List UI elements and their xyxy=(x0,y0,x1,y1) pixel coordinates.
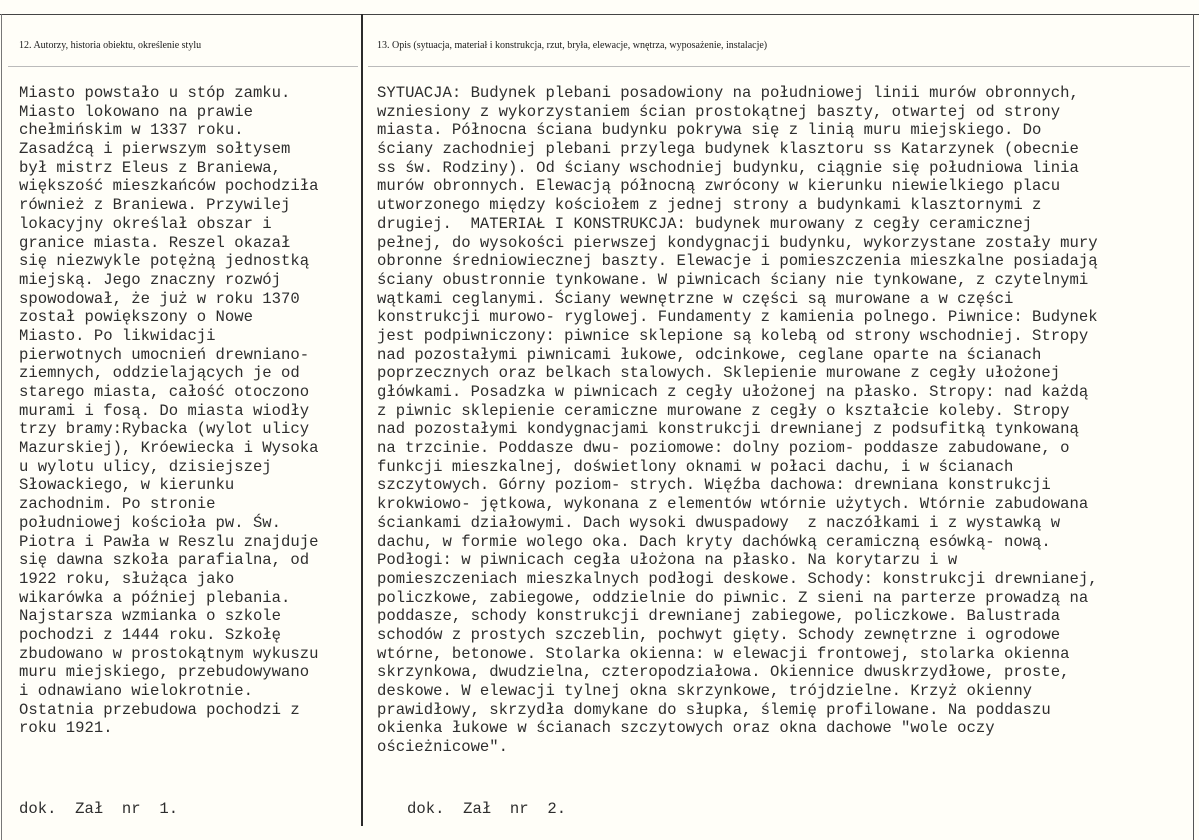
text-line: starego miasta, całość otoczono xyxy=(19,383,310,401)
left-header-rule xyxy=(8,66,358,67)
text-line: południowej kościoła pw. Św. xyxy=(19,513,282,532)
text-line: wikarówka a później plebania. xyxy=(19,588,291,607)
text-line: funkcji mieszkalnej, doświetlony oknami w połaci dachu, i w ścianach xyxy=(377,457,1014,476)
text-line: pełnej, do wysokości pierwszej kondygnacji budynku, wykorzystane zostały mury xyxy=(377,233,1098,252)
text-line: z piwnic sklepienie ceramiczne murowane z cegły o kształcie koleby. Stropy xyxy=(377,401,1070,420)
text-line: również z Braniewa. Przywilej xyxy=(19,196,291,215)
text-line: granice miasta. Reszel okazał xyxy=(19,233,291,252)
text-line: lokacyjny określał obszar i xyxy=(19,214,272,233)
text-line: miasta. Północna ściana budynku pokrywa się z linią muru miejskiego. Do xyxy=(377,121,1042,140)
text-line: ościeżnicowe". xyxy=(377,738,509,757)
text-line: schodów z prostych szczeblin, pochwyt gięty. Schody zewnętrzne i ogrodowe xyxy=(377,625,1061,644)
text-line: szczytowych. Górny poziom- strych. Więźba dachowa: drewniana konstrukcji xyxy=(377,476,1051,495)
text-line: zbudowano w prostokątnym wykuszu xyxy=(19,644,319,663)
text-line: chełmińskim w 1337 roku. xyxy=(19,121,244,140)
text-line: SYTUACJA: Budynek plebani posadowiony na południowej linii murów obronnych, xyxy=(377,84,1079,102)
attachment-1-reference: dok. Zał nr 1. xyxy=(19,800,179,818)
text-line: Słowackiego, w kierunku xyxy=(19,476,235,495)
text-line: obronne średniowiecznej baszty. Elewacje i pomieszczenia mieszkalne posiadają xyxy=(377,252,1098,271)
right-header-rule xyxy=(368,66,1190,67)
section-13-header: 13. Opis (sytuacja, materiał i konstrukcja, rzut, bryła, elewacje, wnętrza, wyposażenie, instalacje) xyxy=(377,40,768,51)
text-line: okienka łukowe w ścianach szczytowych oraz okna dachowe "wole oczy xyxy=(377,719,995,738)
text-line: nad pozostałymi kondygnacjami konstrukcji drewnianej z podsufitką tynkowaną xyxy=(377,420,1079,439)
text-line: konstrukcji murowo- ryglowej. Fundamenty z kamienia polnego. Piwnice: Budynek xyxy=(377,308,1098,327)
text-line: muru miejskiego, przebudowywano xyxy=(19,663,310,682)
text-line: trzy bramy:Rybacka (wylot ulicy xyxy=(19,420,310,439)
text-line: zachodnim. Po stronie xyxy=(19,495,216,514)
text-line: główkami. Posadzka w piwnicach z cegły ułożonej na płasko. Stropy: nad każdą xyxy=(377,383,1089,401)
text-line: policzkowe, zabiegowe, oddzielnie do piwnic. Z sieni na parterze prowadzą na xyxy=(377,588,1089,607)
text-line: skrzynkowa, dwudzielna, czteropodziałowa. Okiennice dwuskrzydłowe, proste, xyxy=(377,663,1070,682)
text-line: drugiej. MATERIAŁ I KONSTRUKCJA: budynek murowany z cegły ceramicznej xyxy=(377,214,1033,233)
text-line: ściany obustronnie tynkowane. W piwnicach ściany nie tynkowane, z czytelnymi xyxy=(377,270,1089,289)
text-line: Miasto lokowano na prawie xyxy=(19,102,253,121)
text-line: pierwotnych umocnień drewniano- xyxy=(19,345,310,364)
text-line: deskowe. W elewacji tylnej okna skrzynkowe, trójdzielne. Krzyż okienny xyxy=(377,682,1033,700)
text-line: prawidłowy, skrzydła domykane do słupka, ślemię profilowane. Na poddaszu xyxy=(377,700,1051,719)
text-line: na trzcinie. Poddasze dwu- poziomowe: dolny poziom- poddasze zabudowane, o xyxy=(377,439,1070,458)
text-line: utworzonego między kościołem z jednej strony a budynkami klasztornymi z xyxy=(377,196,1042,215)
text-line: pomieszczeniach mieszkalnych podłogi deskowe. Schody: konstrukcji drewnianej, xyxy=(377,569,1098,588)
text-line: wątkami ceglanymi. Ściany wewnętrzne w części są murowane a w części xyxy=(377,289,1014,308)
text-line: wtórne, betonowe. Stolarka okienna: w elewacji frontowej, stolarka okienna xyxy=(377,644,1070,663)
text-line: miejską. Jego znaczny rozwój xyxy=(19,270,282,289)
right-edge-line xyxy=(1193,14,1194,840)
text-line: krokwiowo- jętkowa, wykonana z elementów wtórnie użytych. Wtórnie zabudowana xyxy=(377,495,1089,514)
text-line: większość mieszkańców pochodziła xyxy=(19,177,319,196)
text-line: Miasto. Po likwidacji xyxy=(19,326,216,345)
text-line: się niezwykle potężną jednostką xyxy=(19,252,310,271)
text-line: został powiększony o Nowe xyxy=(19,308,253,327)
text-line: dachu, w formie wolego oka. Dach kryty dachówką ceramiczną esówką- nową. xyxy=(377,532,1051,551)
text-line: i odnawiano wielokrotnie. xyxy=(19,682,253,700)
text-line: Podłogi: w piwnicach cegła ułożona na płasko. Na korytarzu i w xyxy=(377,551,958,570)
text-line: Zasadźcą i pierwszym sołtysem xyxy=(19,140,291,159)
text-line: ss św. Rodziny). Od ściany wschodniej budynku, ciągnie się południowa linia xyxy=(377,158,1079,177)
section-12-header: 12. Autorzy, historia obiektu, określenie stylu xyxy=(19,40,202,51)
history-text-block xyxy=(19,84,318,738)
text-line: roku 1921. xyxy=(19,719,113,738)
text-line: 1922 roku, służąca jako xyxy=(19,569,235,588)
text-line: się dawna szkoła parafialna, od xyxy=(19,551,310,570)
text-line: murami i fosą. Do miasta wiodły xyxy=(19,401,310,420)
text-line: Najstarsza wzmianka o szkole xyxy=(19,607,282,626)
text-line: poprzecznych oraz belkach stalowych. Sklepienie murowane z cegły ułożonej xyxy=(377,364,1061,383)
text-line: pochodzi z 1444 roku. Szkołę xyxy=(19,625,282,644)
description-text-block xyxy=(377,84,1098,757)
text-line: wzniesiony z wykorzystaniem ścian prostokątnej baszty, otwartej od strony xyxy=(377,102,1061,121)
text-line: u wylotu ulicy, dzisiejszej xyxy=(19,457,272,476)
text-line: poddasze, schody konstrukcji drewnianej zabiegowe, policzkowe. Balustrada xyxy=(377,607,1061,626)
text-line: ziemnych, oddzielających je od xyxy=(19,364,300,383)
column-divider xyxy=(361,14,363,826)
attachment-2-reference: dok. Zał nr 2. xyxy=(407,800,567,818)
left-edge-line xyxy=(1,14,2,840)
text-line: Mazurskiej), Króewiecka i Wysoka xyxy=(19,439,319,458)
text-line: jest podpiwniczony: piwnice sklepione są kolebą od strony wschodniej. Stropy xyxy=(377,326,1089,345)
text-line: ściankami działowymi. Dach wysoki dwuspadowy z naczółkami i z wystawką w xyxy=(377,513,1061,532)
text-line: Ostatnia przebudowa pochodzi z xyxy=(19,700,300,719)
text-line: ściany zachodniej plebani przylega budynek klasztoru ss Katarzynek (obecnie xyxy=(377,140,1079,159)
text-line: był mistrz Eleus z Braniewa, xyxy=(19,158,282,177)
top-border-line xyxy=(0,14,1199,15)
text-line: murów obronnych. Elewacją północną zwrócony w kierunku niewielkiego placu xyxy=(377,177,1061,196)
text-line: Piotra i Pawła w Reszlu znajduje xyxy=(19,532,319,551)
text-line: Miasto powstało u stóp zamku. xyxy=(19,84,291,102)
text-line: nad pozostałymi piwnicami łukowe, odcinkowe, ceglane oparte na ścianach xyxy=(377,345,1042,364)
text-line: spowodował, że już w roku 1370 xyxy=(19,289,300,308)
